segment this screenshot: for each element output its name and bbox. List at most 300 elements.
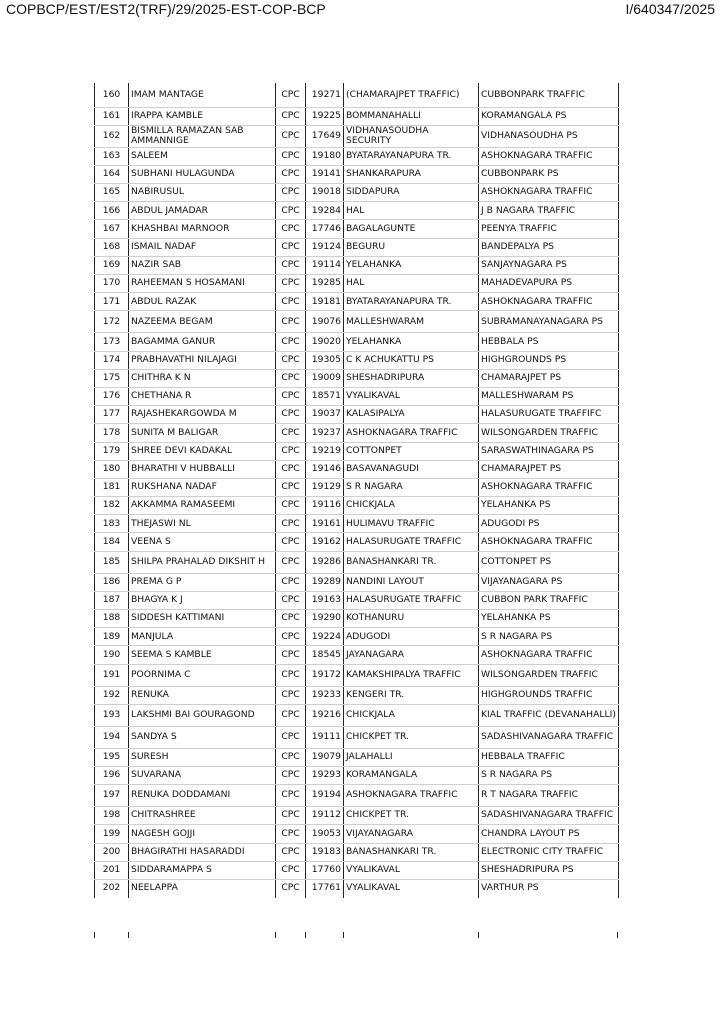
rank-cell: CPC — [276, 311, 306, 333]
name-cell: PRABHAVATHI NILAJAGI — [129, 351, 276, 369]
serial-number-cell: 183 — [95, 515, 129, 533]
pc-number-cell: 19146 — [306, 460, 344, 478]
table-row — [95, 238, 619, 256]
rank-cell: CPC — [276, 646, 306, 664]
rank-cell: CPC — [276, 551, 306, 573]
transferred-unit-cell: HALASURUGATE TRAFFIFC — [479, 406, 619, 424]
name-cell: PREMA G P — [129, 573, 276, 591]
rank-cell: CPC — [276, 369, 306, 387]
column-rule — [617, 932, 618, 938]
present-unit-cell: VIJAYANAGARA — [344, 825, 479, 843]
table-row — [95, 726, 619, 748]
transferred-unit-cell: CUBBONPARK PS — [479, 165, 619, 183]
pc-number-cell: 19020 — [306, 333, 344, 351]
serial-number-cell: 170 — [95, 275, 129, 293]
transferred-unit-cell: SHESHADRIPURA PS — [479, 861, 619, 879]
transferred-unit-cell: ASHOKNAGARA TRAFFIC — [479, 184, 619, 202]
transferred-unit-cell: S R NAGARA PS — [479, 766, 619, 784]
file-reference: I/640347/2025 — [625, 1, 715, 17]
name-cell: BHARATHI V HUBBALLI — [129, 460, 276, 478]
table-row — [95, 646, 619, 664]
rank-cell: CPC — [276, 591, 306, 609]
present-unit-cell: BYATARAYANAPURA TR. — [344, 293, 479, 311]
column-rule — [128, 932, 129, 938]
present-unit-cell: YELAHANKA — [344, 256, 479, 274]
table-row — [95, 628, 619, 646]
pc-number-cell: 19216 — [306, 704, 344, 726]
transferred-unit-cell: SARASWATHINAGARA PS — [479, 442, 619, 460]
present-unit-cell: KALASIPALYA — [344, 406, 479, 424]
pc-number-cell: 17649 — [306, 125, 344, 147]
name-cell: BAGAMMA GANUR — [129, 333, 276, 351]
present-unit-cell: BYATARAYANAPURA TR. — [344, 147, 479, 165]
pc-number-cell: 18571 — [306, 387, 344, 405]
transferred-unit-cell: CHAMARAJPET PS — [479, 369, 619, 387]
serial-number-cell: 197 — [95, 785, 129, 807]
column-rule — [478, 932, 479, 938]
serial-number-cell: 180 — [95, 460, 129, 478]
transferred-unit-cell: CHAMARAJPET PS — [479, 460, 619, 478]
transferred-unit-cell: J B NAGARA TRAFFIC — [479, 202, 619, 220]
present-unit-cell: ADUGODI — [344, 628, 479, 646]
table-row — [95, 351, 619, 369]
rank-cell: CPC — [276, 748, 306, 766]
transfer-table — [94, 83, 619, 898]
column-rule — [343, 932, 344, 938]
transferred-unit-cell: ASHOKNAGARA TRAFFIC — [479, 533, 619, 551]
table-row — [95, 704, 619, 726]
name-cell: IMAM MANTAGE — [129, 83, 276, 107]
transferred-unit-cell: ADUGODI PS — [479, 515, 619, 533]
present-unit-cell: SHANKARAPURA — [344, 165, 479, 183]
name-cell: RENUKA — [129, 686, 276, 704]
rank-cell: CPC — [276, 147, 306, 165]
transferred-unit-cell: SADASHIVANAGARA TRAFFIC — [479, 726, 619, 748]
serial-number-cell: 165 — [95, 184, 129, 202]
rank-cell: CPC — [276, 387, 306, 405]
rank-cell: CPC — [276, 497, 306, 515]
rank-cell: CPC — [276, 766, 306, 784]
present-unit-cell: HALASURUGATE TRAFFIC — [344, 591, 479, 609]
rank-cell: CPC — [276, 107, 306, 125]
serial-number-cell: 201 — [95, 861, 129, 879]
present-unit-cell: SIDDAPURA — [344, 184, 479, 202]
table-row — [95, 879, 619, 897]
name-cell: SEEMA S KAMBLE — [129, 646, 276, 664]
present-unit-cell: YELAHANKA — [344, 333, 479, 351]
serial-number-cell: 182 — [95, 497, 129, 515]
rank-cell: CPC — [276, 275, 306, 293]
transferred-unit-cell: BANDEPALYA PS — [479, 238, 619, 256]
pc-number-cell: 19284 — [306, 202, 344, 220]
name-cell: BHAGIRATHI HASARADDI — [129, 843, 276, 861]
rank-cell: CPC — [276, 573, 306, 591]
rank-cell: CPC — [276, 460, 306, 478]
present-unit-cell: S R NAGARA — [344, 478, 479, 496]
pc-number-cell: 19079 — [306, 748, 344, 766]
pc-number-cell: 19161 — [306, 515, 344, 533]
table-row — [95, 147, 619, 165]
present-unit-cell: MALLESHWARAM — [344, 311, 479, 333]
serial-number-cell: 187 — [95, 591, 129, 609]
pc-number-cell: 17746 — [306, 220, 344, 238]
serial-number-cell: 198 — [95, 807, 129, 825]
pc-number-cell: 19129 — [306, 478, 344, 496]
name-cell: SIDDESH KATTIMANI — [129, 610, 276, 628]
table-row — [95, 825, 619, 843]
present-unit-cell: BANASHANKARI TR. — [344, 843, 479, 861]
present-unit-cell: COTTONPET — [344, 442, 479, 460]
serial-number-cell: 190 — [95, 646, 129, 664]
transferred-unit-cell: YELAHANKA PS — [479, 497, 619, 515]
rank-cell: CPC — [276, 726, 306, 748]
serial-number-cell: 186 — [95, 573, 129, 591]
name-cell: SHREE DEVI KADAKAL — [129, 442, 276, 460]
pc-number-cell: 19180 — [306, 147, 344, 165]
pc-number-cell: 17761 — [306, 879, 344, 897]
pc-number-cell: 18545 — [306, 646, 344, 664]
table-row — [95, 184, 619, 202]
name-cell: SUVARANA — [129, 766, 276, 784]
name-cell: POORNIMA C — [129, 664, 276, 686]
table-row — [95, 861, 619, 879]
transferred-unit-cell: KIAL TRAFFIC (DEVANAHALLI) — [479, 704, 619, 726]
name-cell: RAJASHEKARGOWDA M — [129, 406, 276, 424]
transfer-table-body — [95, 83, 619, 898]
serial-number-cell: 169 — [95, 256, 129, 274]
present-unit-cell: VIDHANASOUDHA SECURITY — [344, 125, 479, 147]
rank-cell: CPC — [276, 515, 306, 533]
table-row — [95, 515, 619, 533]
rank-cell: CPC — [276, 202, 306, 220]
serial-number-cell: 193 — [95, 704, 129, 726]
pc-number-cell: 19124 — [306, 238, 344, 256]
name-cell: CHETHANA R — [129, 387, 276, 405]
column-rule — [305, 932, 306, 938]
serial-number-cell: 167 — [95, 220, 129, 238]
name-cell: NAZIR SAB — [129, 256, 276, 274]
pc-number-cell: 19162 — [306, 533, 344, 551]
serial-number-cell: 173 — [95, 333, 129, 351]
pc-number-cell: 19053 — [306, 825, 344, 843]
present-unit-cell: NANDINI LAYOUT — [344, 573, 479, 591]
transferred-unit-cell: COTTONPET PS — [479, 551, 619, 573]
pc-number-cell: 19172 — [306, 664, 344, 686]
present-unit-cell: ASHOKNAGARA TRAFFIC — [344, 424, 479, 442]
transferred-unit-cell: MAHADEVAPURA PS — [479, 275, 619, 293]
table-row — [95, 202, 619, 220]
rank-cell: CPC — [276, 125, 306, 147]
table-row — [95, 275, 619, 293]
table-row — [95, 369, 619, 387]
table-row — [95, 125, 619, 147]
present-unit-cell: KOTHANURU — [344, 610, 479, 628]
present-unit-cell: BANASHANKARI TR. — [344, 551, 479, 573]
serial-number-cell: 171 — [95, 293, 129, 311]
serial-number-cell: 188 — [95, 610, 129, 628]
present-unit-cell: JAYANAGARA — [344, 646, 479, 664]
table-row — [95, 83, 619, 107]
transferred-unit-cell: MALLESHWARAM PS — [479, 387, 619, 405]
rank-cell: CPC — [276, 424, 306, 442]
present-unit-cell: BEGURU — [344, 238, 479, 256]
pc-number-cell: 19111 — [306, 726, 344, 748]
present-unit-cell: BOMMANAHALLI — [344, 107, 479, 125]
transferred-unit-cell: CUBBON PARK TRAFFIC — [479, 591, 619, 609]
name-cell: SIDDARAMAPPA S — [129, 861, 276, 879]
table-row — [95, 748, 619, 766]
pc-number-cell: 19293 — [306, 766, 344, 784]
transferred-unit-cell: ASHOKNAGARA TRAFFIC — [479, 478, 619, 496]
pc-number-cell: 19271 — [306, 83, 344, 107]
name-cell: NAGESH GOJJI — [129, 825, 276, 843]
serial-number-cell: 179 — [95, 442, 129, 460]
name-cell: SURESH — [129, 748, 276, 766]
table-row — [95, 107, 619, 125]
serial-number-cell: 202 — [95, 879, 129, 897]
present-unit-cell: VYALIKAVAL — [344, 879, 479, 897]
table-row — [95, 573, 619, 591]
rank-cell: CPC — [276, 442, 306, 460]
serial-number-cell: 164 — [95, 165, 129, 183]
pc-number-cell: 19286 — [306, 551, 344, 573]
table-row — [95, 333, 619, 351]
rank-cell: CPC — [276, 293, 306, 311]
transferred-unit-cell: VIJAYANAGARA PS — [479, 573, 619, 591]
rank-cell: CPC — [276, 807, 306, 825]
name-cell: THEJASWI NL — [129, 515, 276, 533]
serial-number-cell: 176 — [95, 387, 129, 405]
pc-number-cell: 19009 — [306, 369, 344, 387]
name-cell: SUBHANI HULAGUNDA — [129, 165, 276, 183]
name-cell: KHASHBAI MARNOOR — [129, 220, 276, 238]
pc-number-cell: 19181 — [306, 293, 344, 311]
table-row — [95, 551, 619, 573]
column-rule — [94, 932, 95, 938]
present-unit-cell: BASAVANAGUDI — [344, 460, 479, 478]
transferred-unit-cell: SUBRAMANAYANAGARA PS — [479, 311, 619, 333]
rank-cell: CPC — [276, 238, 306, 256]
serial-number-cell: 175 — [95, 369, 129, 387]
pc-number-cell: 19163 — [306, 591, 344, 609]
transferred-unit-cell: PEENYA TRAFFIC — [479, 220, 619, 238]
present-unit-cell: JALAHALLI — [344, 748, 479, 766]
rank-cell: CPC — [276, 843, 306, 861]
serial-number-cell: 195 — [95, 748, 129, 766]
transferred-unit-cell: ASHOKNAGARA TRAFFIC — [479, 646, 619, 664]
transferred-unit-cell: VARTHUR PS — [479, 879, 619, 897]
rank-cell: CPC — [276, 406, 306, 424]
transferred-unit-cell: ASHOKNAGARA TRAFFIC — [479, 293, 619, 311]
present-unit-cell: BAGALAGUNTE — [344, 220, 479, 238]
pc-number-cell: 17760 — [306, 861, 344, 879]
pc-number-cell: 19116 — [306, 497, 344, 515]
serial-number-cell: 168 — [95, 238, 129, 256]
transferred-unit-cell: SADASHIVANAGARA TRAFFIC — [479, 807, 619, 825]
table-row — [95, 664, 619, 686]
present-unit-cell: KORAMANGALA — [344, 766, 479, 784]
table-row — [95, 785, 619, 807]
transferred-unit-cell: HIGHGROUNDS TRAFFIC — [479, 686, 619, 704]
serial-number-cell: 196 — [95, 766, 129, 784]
transferred-unit-cell: ELECTRONIC CITY TRAFFIC — [479, 843, 619, 861]
name-cell: RENUKA DODDAMANI — [129, 785, 276, 807]
rank-cell: CPC — [276, 165, 306, 183]
column-rule — [275, 932, 276, 938]
serial-number-cell: 185 — [95, 551, 129, 573]
transferred-unit-cell: R T NAGARA TRAFFIC — [479, 785, 619, 807]
pc-number-cell: 19112 — [306, 807, 344, 825]
rank-cell: CPC — [276, 704, 306, 726]
transferred-unit-cell: HEBBALA TRAFFIC — [479, 748, 619, 766]
serial-number-cell: 162 — [95, 125, 129, 147]
rank-cell: CPC — [276, 861, 306, 879]
rank-cell: CPC — [276, 220, 306, 238]
pc-number-cell: 19018 — [306, 184, 344, 202]
pc-number-cell: 19114 — [306, 256, 344, 274]
present-unit-cell: HAL — [344, 202, 479, 220]
table-row — [95, 293, 619, 311]
rank-cell: CPC — [276, 351, 306, 369]
name-cell: SUNITA M BALIGAR — [129, 424, 276, 442]
table-row — [95, 442, 619, 460]
pc-number-cell: 19219 — [306, 442, 344, 460]
name-cell: CHITRASHREE — [129, 807, 276, 825]
pc-number-cell: 19224 — [306, 628, 344, 646]
table-row — [95, 478, 619, 496]
table-row — [95, 843, 619, 861]
name-cell: RAHEEMAN S HOSAMANI — [129, 275, 276, 293]
rank-cell: CPC — [276, 333, 306, 351]
table-row — [95, 220, 619, 238]
name-cell: BISMILLA RAMAZAN SAB AMMANNIGE — [129, 125, 276, 147]
serial-number-cell: 174 — [95, 351, 129, 369]
pc-number-cell: 19194 — [306, 785, 344, 807]
serial-number-cell: 178 — [95, 424, 129, 442]
table-row — [95, 766, 619, 784]
table-row — [95, 807, 619, 825]
transferred-unit-cell: YELAHANKA PS — [479, 610, 619, 628]
serial-number-cell: 199 — [95, 825, 129, 843]
order-reference: COPBCP/EST/EST2(TRF)/29/2025-EST-COP-BCP — [6, 1, 326, 17]
pc-number-cell: 19237 — [306, 424, 344, 442]
pc-number-cell: 19289 — [306, 573, 344, 591]
present-unit-cell: C K ACHUKATTU PS — [344, 351, 479, 369]
present-unit-cell: (CHAMARAJPET TRAFFIC) — [344, 83, 479, 107]
present-unit-cell: KENGERI TR. — [344, 686, 479, 704]
pc-number-cell: 19285 — [306, 275, 344, 293]
name-cell: IRAPPA KAMBLE — [129, 107, 276, 125]
table-row — [95, 406, 619, 424]
serial-number-cell: 192 — [95, 686, 129, 704]
name-cell: SALEEM — [129, 147, 276, 165]
name-cell: ISMAIL NADAF — [129, 238, 276, 256]
table-row — [95, 497, 619, 515]
table-row — [95, 256, 619, 274]
transferred-unit-cell: CHANDRA LAYOUT PS — [479, 825, 619, 843]
table-row — [95, 610, 619, 628]
rank-cell: CPC — [276, 664, 306, 686]
table-column-extensions — [94, 932, 618, 938]
name-cell: SANDYA S — [129, 726, 276, 748]
name-cell: NAZEEMA BEGAM — [129, 311, 276, 333]
rank-cell: CPC — [276, 533, 306, 551]
serial-number-cell: 181 — [95, 478, 129, 496]
rank-cell: CPC — [276, 184, 306, 202]
present-unit-cell: CHICKPET TR. — [344, 726, 479, 748]
table-row — [95, 533, 619, 551]
present-unit-cell: HALASURUGATE TRAFFIC — [344, 533, 479, 551]
serial-number-cell: 191 — [95, 664, 129, 686]
transferred-unit-cell: KORAMANGALA PS — [479, 107, 619, 125]
serial-number-cell: 177 — [95, 406, 129, 424]
table-row — [95, 387, 619, 405]
pc-number-cell: 19141 — [306, 165, 344, 183]
rank-cell: CPC — [276, 879, 306, 897]
rank-cell: CPC — [276, 478, 306, 496]
name-cell: VEENA S — [129, 533, 276, 551]
present-unit-cell: VYALIKAVAL — [344, 387, 479, 405]
transferred-unit-cell: ASHOKNAGARA TRAFFIC — [479, 147, 619, 165]
name-cell: CHITHRA K N — [129, 369, 276, 387]
serial-number-cell: 160 — [95, 83, 129, 107]
transferred-unit-cell: S R NAGARA PS — [479, 628, 619, 646]
serial-number-cell: 189 — [95, 628, 129, 646]
serial-number-cell: 200 — [95, 843, 129, 861]
page-header — [0, 0, 723, 24]
name-cell: ABDUL RAZAK — [129, 293, 276, 311]
name-cell: BHAGYA K J — [129, 591, 276, 609]
name-cell: LAKSHMI BAI GOURAGOND — [129, 704, 276, 726]
serial-number-cell: 166 — [95, 202, 129, 220]
present-unit-cell: HAL — [344, 275, 479, 293]
name-cell: AKKAMMA RAMASEEMI — [129, 497, 276, 515]
pc-number-cell: 19037 — [306, 406, 344, 424]
pc-number-cell: 19183 — [306, 843, 344, 861]
table-row — [95, 686, 619, 704]
name-cell: NEELAPPA — [129, 879, 276, 897]
name-cell: NABIRUSUL — [129, 184, 276, 202]
present-unit-cell: HULIMAVU TRAFFIC — [344, 515, 479, 533]
pc-number-cell: 19233 — [306, 686, 344, 704]
name-cell: MANJULA — [129, 628, 276, 646]
transferred-unit-cell: VIDHANASOUDHA PS — [479, 125, 619, 147]
table-row — [95, 424, 619, 442]
serial-number-cell: 161 — [95, 107, 129, 125]
pc-number-cell: 19225 — [306, 107, 344, 125]
present-unit-cell: CHICKPET TR. — [344, 807, 479, 825]
transferred-unit-cell: CUBBONPARK TRAFFIC — [479, 83, 619, 107]
rank-cell: CPC — [276, 785, 306, 807]
transferred-unit-cell: SANJAYNAGARA PS — [479, 256, 619, 274]
present-unit-cell: CHICKJALA — [344, 497, 479, 515]
transferred-unit-cell: WILSONGARDEN TRAFFIC — [479, 424, 619, 442]
pc-number-cell: 19076 — [306, 311, 344, 333]
name-cell: SHILPA PRAHALAD DIKSHIT H — [129, 551, 276, 573]
table-row — [95, 460, 619, 478]
table-row — [95, 591, 619, 609]
pc-number-cell: 19305 — [306, 351, 344, 369]
rank-cell: CPC — [276, 825, 306, 843]
rank-cell: CPC — [276, 83, 306, 107]
rank-cell: CPC — [276, 686, 306, 704]
rank-cell: CPC — [276, 610, 306, 628]
present-unit-cell: ASHOKNAGARA TRAFFIC — [344, 785, 479, 807]
table-row — [95, 311, 619, 333]
present-unit-cell: VYALIKAVAL — [344, 861, 479, 879]
serial-number-cell: 194 — [95, 726, 129, 748]
present-unit-cell: CHICKJALA — [344, 704, 479, 726]
